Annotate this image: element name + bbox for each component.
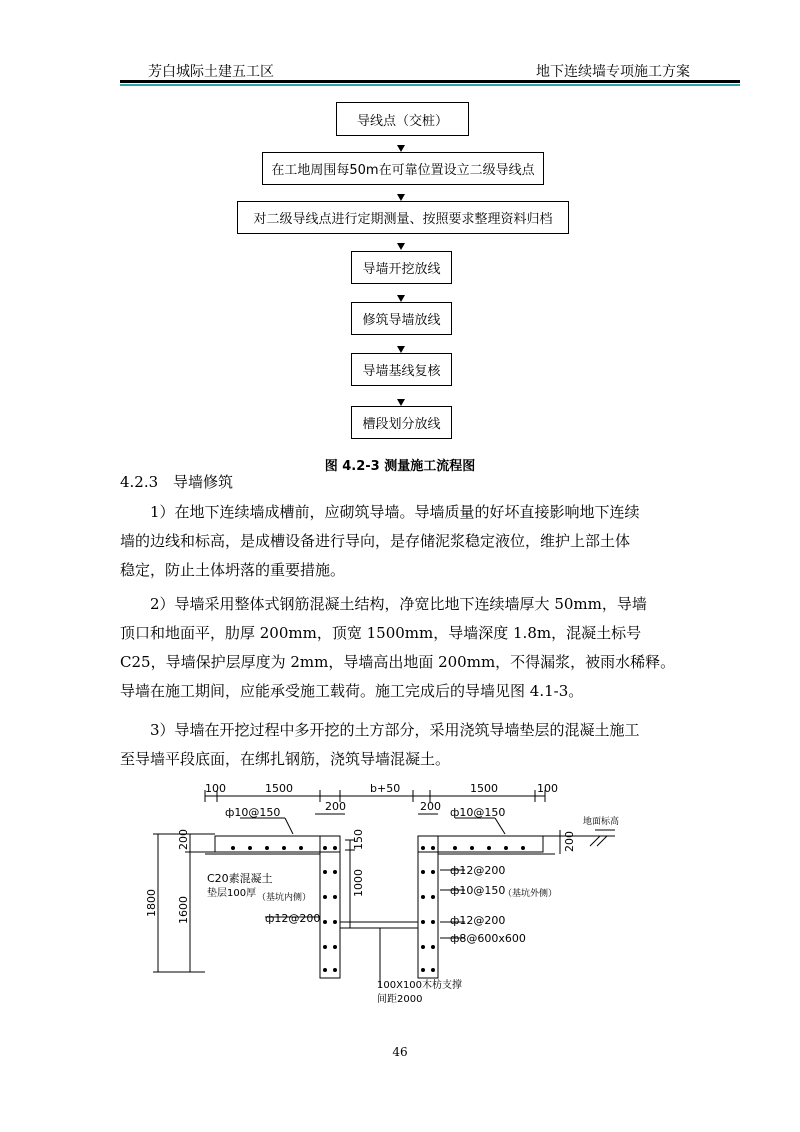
- flow-step: 槽段划分放线: [351, 406, 452, 439]
- paragraph-1: [120, 498, 688, 585]
- rebar-label: ф10@150: [450, 884, 506, 897]
- dim-label: b+50: [370, 782, 401, 795]
- page-number: 46: [392, 1045, 408, 1059]
- header-rule: [120, 80, 740, 83]
- cushion-label: C20素混凝土: [207, 872, 273, 885]
- cushion-label: 垫层100厚: [207, 888, 257, 899]
- rebar-label: ф8@600x600: [450, 932, 526, 945]
- flow-arrow: [397, 346, 405, 353]
- flow-step: 导墙开挖放线: [351, 251, 452, 284]
- flow-step: 修筑导墙放线: [351, 302, 452, 335]
- paragraph-line: 3）导墙在开挖过程中多开挖的土方部分，采用浇筑导墙垫层的混凝土施工: [150, 721, 640, 739]
- dim-label: 100: [205, 782, 226, 795]
- rebar-label: ф10@150: [225, 806, 281, 819]
- dim-label: 1600: [177, 896, 190, 924]
- flow-step: 在工地周围每50m在可靠位置设立二级导线点: [262, 152, 544, 185]
- rebar-label: ф12@200: [265, 912, 321, 925]
- section-heading: [120, 471, 233, 492]
- strut-label: 100X100木枋支撑: [377, 980, 463, 991]
- dim-label: 150: [352, 829, 365, 850]
- dim-label: 100: [537, 782, 558, 795]
- paragraph-line: 导墙在施工期间，应能承受施工载荷。施工完成后的导墙见图 4.1-3。: [120, 682, 584, 700]
- paragraph-line: 稳定，防止土体坍落的重要措施。: [120, 561, 346, 579]
- paragraph-line: 1）在地下连续墙成槽前，应砌筑导墙。导墙质量的好坏直接影响地下连续: [150, 503, 640, 521]
- rebar-label: ф12@200: [450, 864, 506, 877]
- figure-caption: 图 4.2-3 测量施工流程图: [324, 459, 476, 474]
- strut-spacing-label: 间距2000: [377, 994, 423, 1005]
- flow-arrow: [397, 243, 405, 250]
- paragraph-line: C25，导墙保护层厚度为 2mm，导墙高出地面 200mm，不得漏浆，被雨水稀释。: [120, 653, 676, 671]
- dim-label: 1500: [470, 782, 498, 795]
- rebar-label: ф12@200: [450, 914, 506, 927]
- header-left: 芳白城际土建五工区: [148, 64, 274, 80]
- paragraph-2: [120, 590, 688, 706]
- section-title: 导墙修筑: [172, 473, 233, 491]
- dim-label: 200: [325, 800, 346, 813]
- guide-wall-drawing: [145, 782, 625, 1007]
- dim-label: 200: [177, 829, 190, 850]
- flow-arrow: [397, 399, 405, 406]
- flow-arrow: [397, 145, 405, 152]
- flow-arrow: [397, 194, 405, 201]
- flow-step: 对二级导线点进行定期测量、按照要求整理资料归档: [237, 201, 569, 234]
- dim-label: 1000: [352, 869, 365, 897]
- section-number: 4.2.3: [120, 473, 159, 491]
- dim-label: 1500: [265, 782, 293, 795]
- dim-label: 200: [420, 800, 441, 813]
- header-rule-accent: [120, 84, 740, 86]
- flow-arrow: [397, 295, 405, 302]
- paragraph-line: 至导墙平段底面，在绑扎钢筋，浇筑导墙混凝土。: [120, 750, 451, 768]
- header-right: 地下连续墙专项施工方案: [536, 64, 690, 80]
- paragraph-line: 墙的边线和标高，是成槽设备进行导向，是存储泥浆稳定液位，维护上部土体: [120, 532, 631, 550]
- paragraph-line: 2）导墙采用整体式钢筋混凝土结构，净宽比地下连续墙厚大 50mm，导墙: [150, 595, 647, 613]
- dim-label: 200: [563, 831, 576, 852]
- rebar-label: ф10@150: [450, 806, 506, 819]
- paragraph-3: [120, 716, 688, 774]
- ground-label: 地面标高: [583, 817, 620, 827]
- side-label: （基坑外侧）: [503, 889, 558, 899]
- flow-step: 导墙基线复核: [351, 353, 452, 386]
- dim-label: 1800: [145, 889, 158, 917]
- paragraph-line: 顶口和地面平，肋厚 200mm，顶宽 1500mm，导墙深度 1.8m，混凝土标号: [120, 624, 642, 642]
- flow-step: 导线点（交桩）: [336, 102, 469, 136]
- side-label: （基坑内侧）: [257, 893, 312, 903]
